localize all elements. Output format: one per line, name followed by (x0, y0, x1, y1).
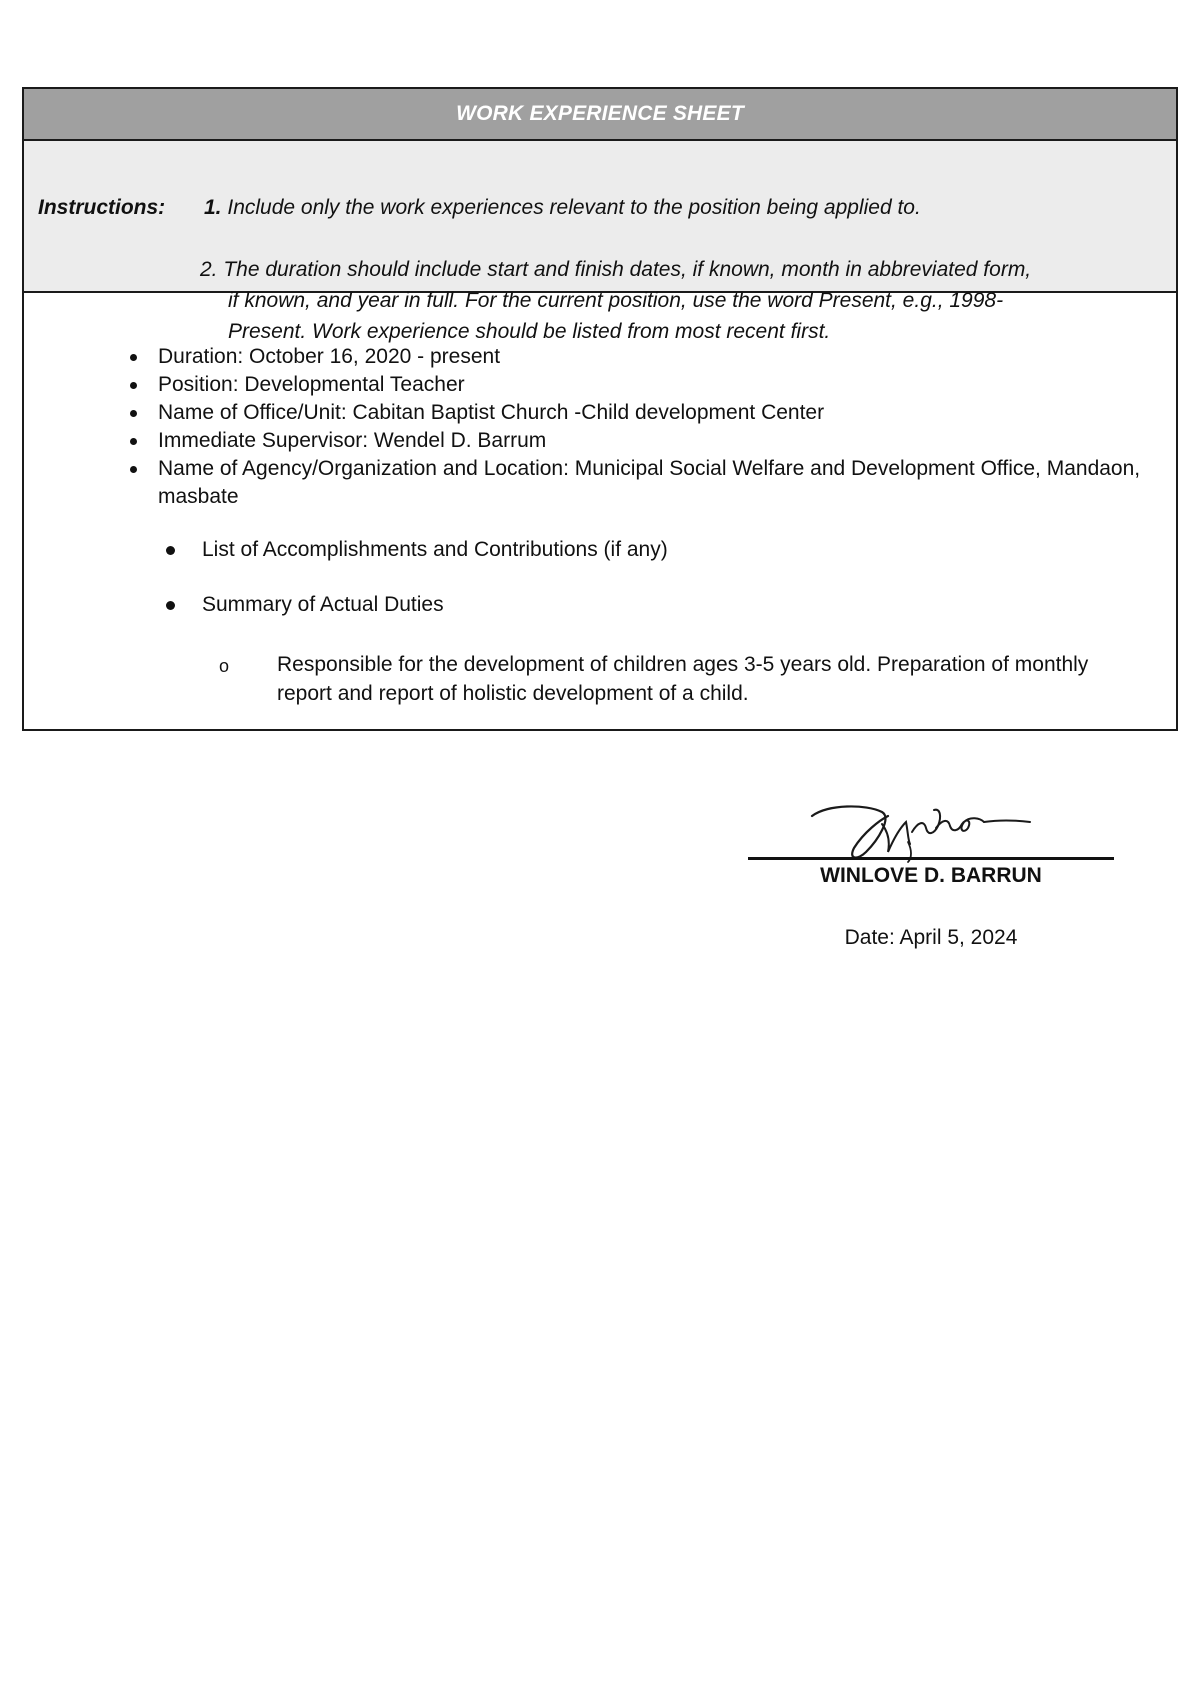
work-experience-sheet (22, 87, 1178, 731)
instruction-item-2-line-2: if known, and year in full. For the current position, use the word Present, e.g., 1998- (228, 289, 1004, 312)
instruction-item-1 (204, 196, 921, 220)
signer-name: WINLOVE D. BARRUN (820, 864, 1042, 887)
section-accomplishments: List of Accomplishments and Contributions (if any) (144, 536, 668, 564)
detail-office-unit: Name of Office/Unit: Cabitan Baptist Church -Child development Center (104, 399, 1164, 427)
instruction-item-1-text: Include only the work experiences relevant to the position being applied to. (227, 196, 921, 219)
instructions-label: Instructions: (38, 196, 166, 219)
detail-duration: Duration: October 16, 2020 - present (104, 343, 1164, 371)
detail-agency-location: Name of Agency/Organization and Location: Municipal Social Welfare and Development Office, Mandaon, masbate (104, 455, 1164, 511)
duty-bullet-marker: o (219, 656, 230, 676)
detail-position: Position: Developmental Teacher (104, 371, 1164, 399)
signature-block (748, 798, 1114, 949)
instructions-block (24, 141, 1176, 343)
duty-text: Responsible for the development of children ages 3-5 years old. Preparation of monthly report and report of holistic development of a child. (277, 653, 1089, 705)
signature-line (748, 857, 1114, 860)
instruction-item-1-number: 1. (204, 196, 222, 219)
experience-details-list (104, 343, 1164, 511)
sheet-title: WORK EXPERIENCE SHEET (24, 89, 1176, 141)
detail-supervisor: Immediate Supervisor: Wendel D. Barrum (104, 427, 1164, 455)
signature-date: Date: April 5, 2024 (844, 926, 1018, 949)
instruction-item-2-line-3: Present. Work experience should be listed from most recent first. (228, 320, 831, 343)
instruction-item-2-line-1: 2. The duration should include start and finish dates, if known, month in abbreviated form, (200, 258, 1032, 281)
handwritten-signature (808, 798, 1038, 864)
section-duties: Summary of Actual Duties (144, 591, 668, 619)
experience-sections-list (144, 536, 668, 646)
experience-entry (24, 293, 1176, 729)
